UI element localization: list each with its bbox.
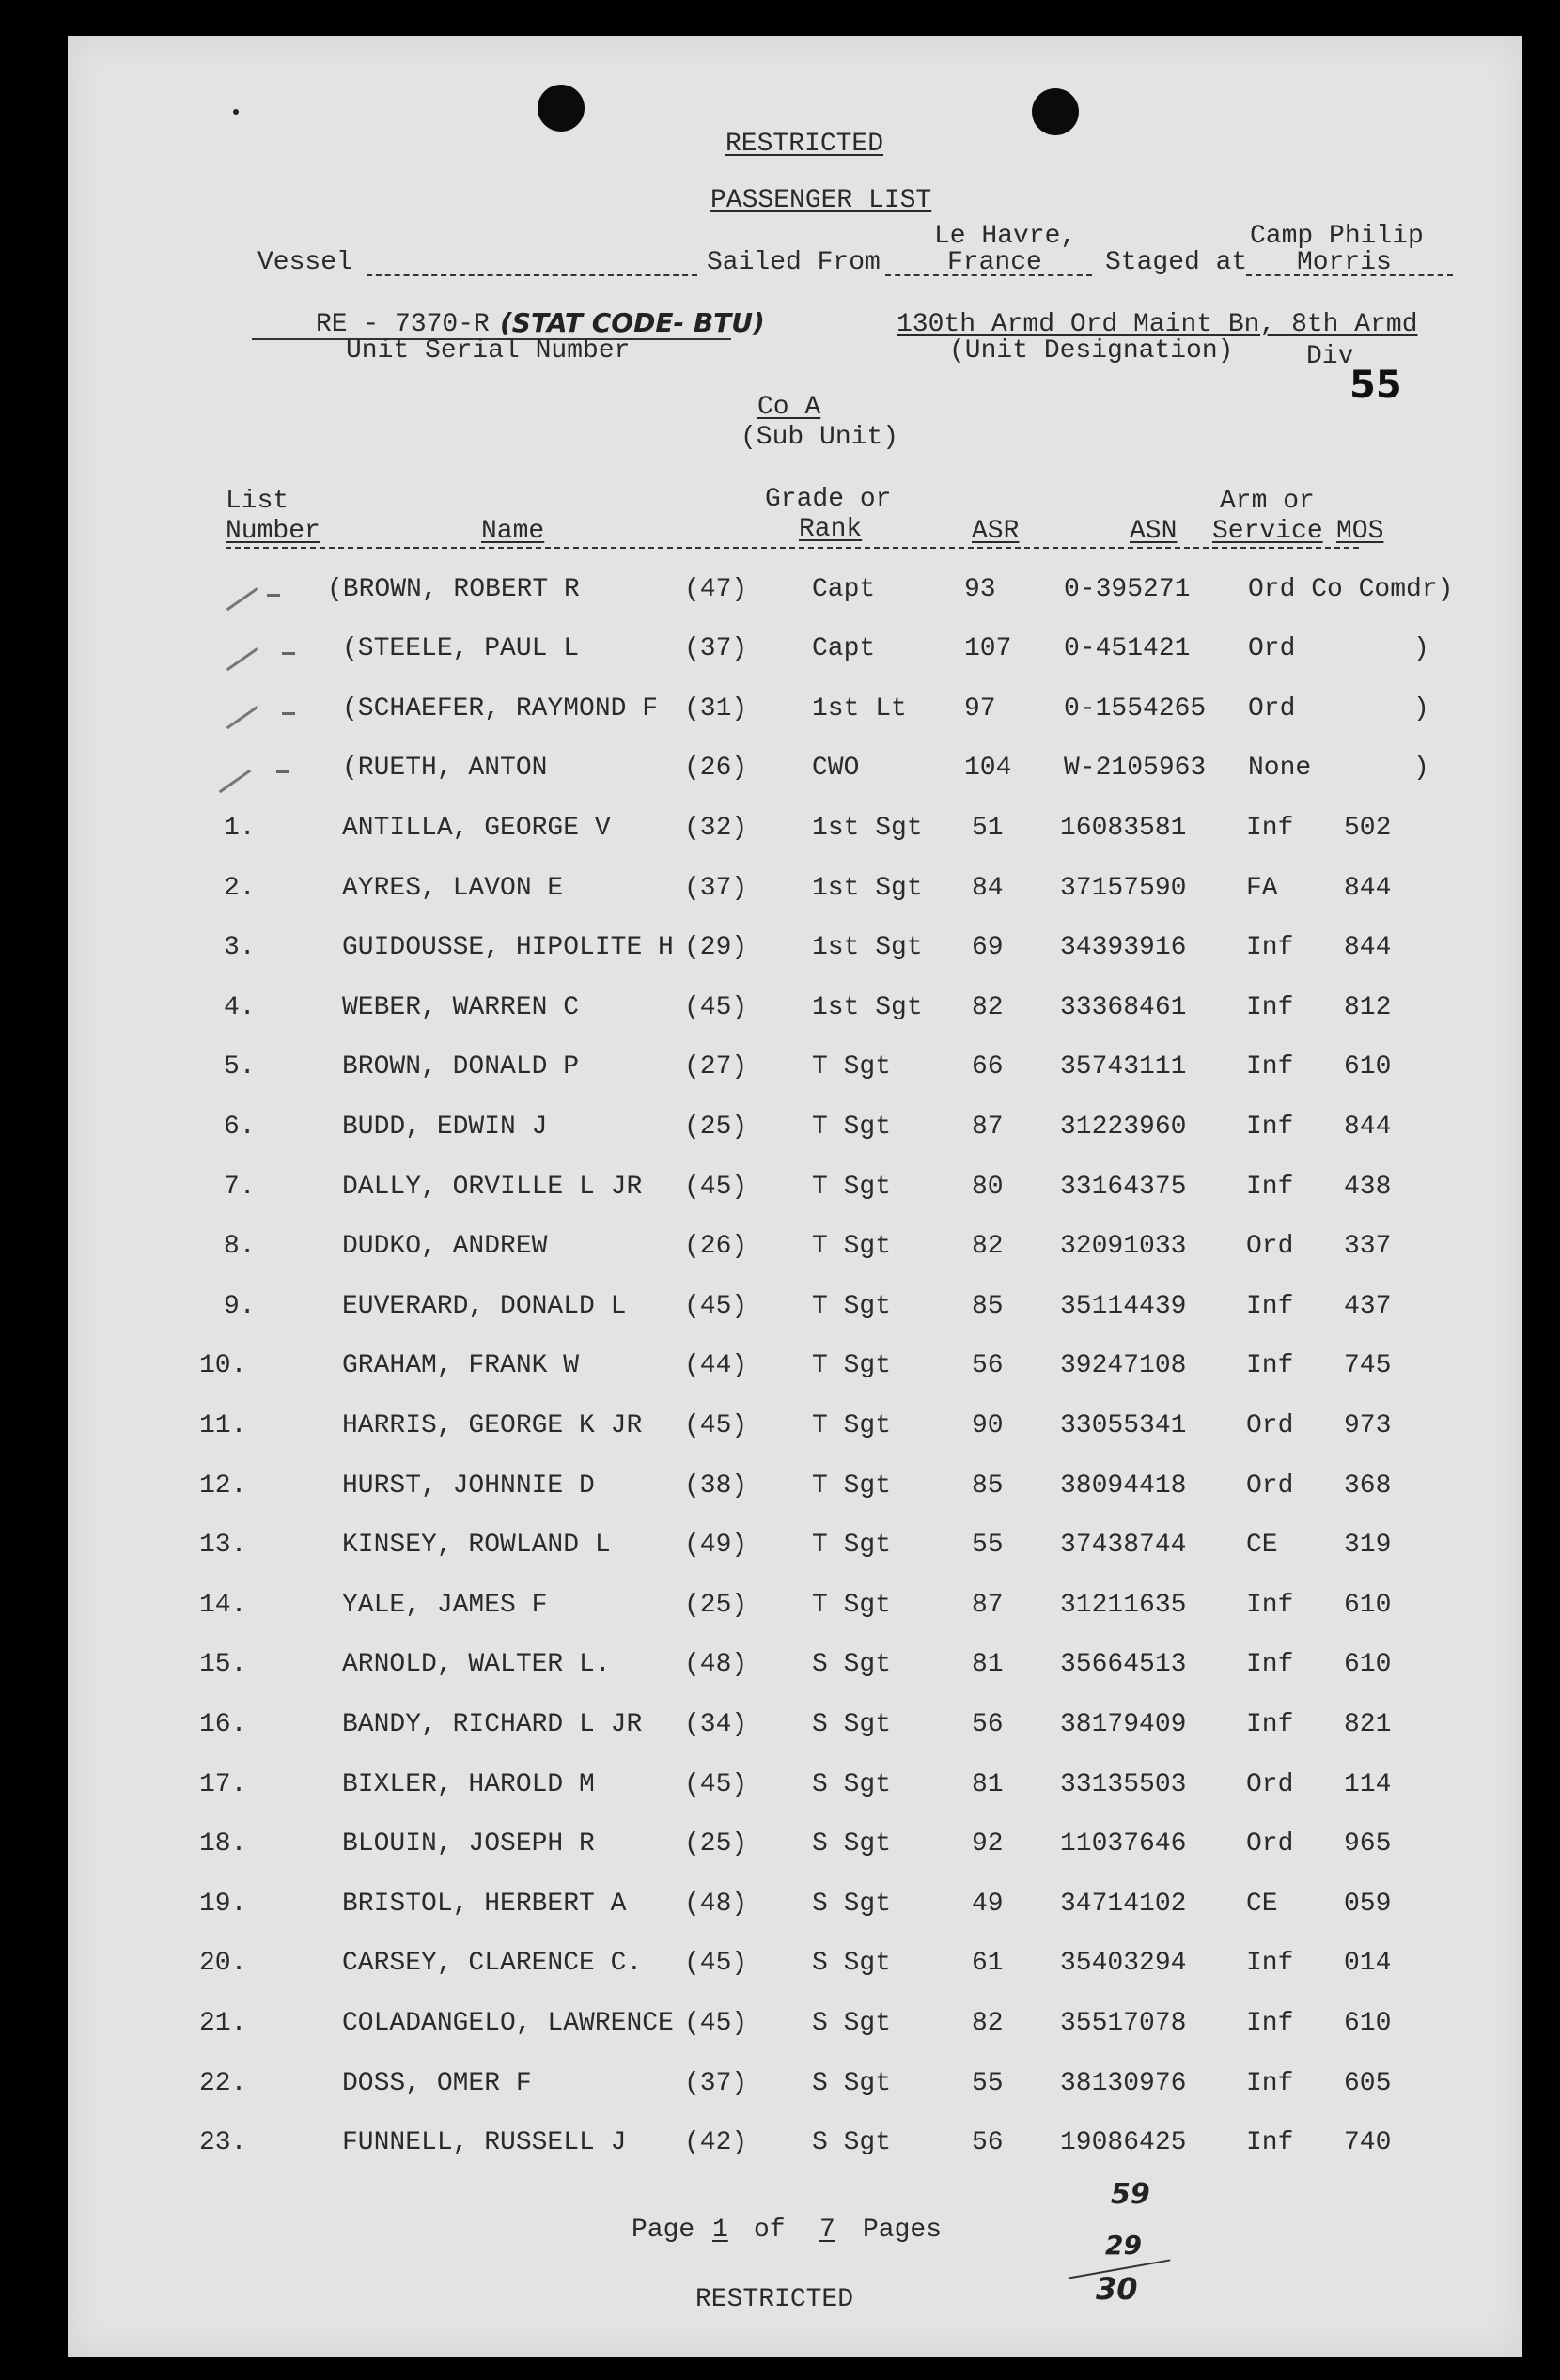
officer-name: (STEELE, PAUL L (342, 634, 580, 663)
soldier-asr: 82 (972, 1232, 1004, 1261)
soldier-asn: 35114439 (1060, 1292, 1187, 1321)
soldier-age: (37) (684, 2069, 748, 2098)
officer-arm: Ord (1248, 694, 1296, 723)
officer-asr: 104 (964, 754, 1012, 783)
soldier-arm: Ord (1246, 1232, 1294, 1261)
staged-at-line1: Camp Philip (1250, 222, 1424, 251)
list-number: 15. (199, 1650, 247, 1679)
soldier-asr: 82 (972, 2009, 1004, 2038)
list-number: 3. (224, 933, 256, 962)
officer-age: (47) (684, 575, 748, 604)
soldier-grade: S Sgt (812, 1650, 892, 1679)
list-number: 18. (199, 1829, 247, 1859)
list-number: 11. (199, 1411, 247, 1440)
soldier-asn: 37157590 (1060, 874, 1187, 903)
soldier-asr: 55 (972, 1531, 1004, 1560)
soldier-mos: 844 (1344, 874, 1392, 903)
soldier-asn: 35403294 (1060, 1949, 1187, 1978)
officer-name: (BROWN, ROBERT R (327, 575, 580, 604)
soldier-asn: 33368461 (1060, 993, 1187, 1022)
soldier-asn: 38130976 (1060, 2069, 1187, 2098)
soldier-mos: 114 (1344, 1770, 1392, 1799)
list-number: 16. (199, 1710, 247, 1739)
soldier-grade: S Sgt (812, 2069, 892, 2098)
soldier-name: CARSEY, CLARENCE C. (342, 1949, 643, 1978)
soldier-arm: Inf (1246, 2128, 1294, 2157)
soldier-asn: 33055341 (1060, 1411, 1187, 1440)
soldier-age: (45) (684, 1770, 748, 1799)
pencil-check-mark (226, 706, 258, 729)
soldier-grade: S Sgt (812, 2009, 892, 2038)
list-number: 8. (224, 1232, 256, 1261)
list-number: 6. (224, 1112, 256, 1142)
soldier-name: WEBER, WARREN C (342, 993, 580, 1022)
vessel-blank (367, 274, 697, 276)
handwritten-count-bottom: 30 (1096, 2271, 1138, 2307)
soldier-grade: T Sgt (812, 1591, 892, 1620)
page-total: 7 (819, 2216, 835, 2245)
officer-asn: 0-451421 (1064, 634, 1191, 663)
soldier-asn: 38094418 (1060, 1471, 1187, 1501)
soldier-age: (32) (684, 814, 748, 843)
col-arm-line1: Arm or (1220, 487, 1315, 516)
soldier-age: (48) (684, 1890, 748, 1919)
soldier-age: (45) (684, 1949, 748, 1978)
restricted-bottom: RESTRICTED (695, 2285, 854, 2314)
soldier-name: HURST, JOHNNIE D (342, 1471, 595, 1501)
soldier-arm: Inf (1246, 814, 1294, 843)
officer-age: (37) (684, 634, 748, 663)
soldier-asn: 32091033 (1060, 1232, 1187, 1261)
soldier-asn: 38179409 (1060, 1710, 1187, 1739)
col-list-number-line2: Number (226, 517, 320, 546)
soldier-grade: T Sgt (812, 1232, 892, 1261)
officer-grade: Capt (812, 575, 876, 604)
soldier-asr: 90 (972, 1411, 1004, 1440)
soldier-grade: S Sgt (812, 1829, 892, 1859)
soldier-age: (37) (684, 874, 748, 903)
list-number: 17. (199, 1770, 247, 1799)
officer-grade: Capt (812, 634, 876, 663)
soldier-asr: 92 (972, 1829, 1004, 1859)
soldier-asn: 19086425 (1060, 2128, 1187, 2157)
soldier-asr: 87 (972, 1591, 1004, 1620)
soldier-name: ARNOLD, WALTER L. (342, 1650, 611, 1679)
officer-name: (SCHAEFER, RAYMOND F (342, 694, 659, 723)
soldier-asr: 87 (972, 1112, 1004, 1142)
soldier-name: BIXLER, HAROLD M (342, 1770, 595, 1799)
soldier-asr: 81 (972, 1650, 1004, 1679)
soldier-name: DALLY, ORVILLE L JR (342, 1173, 643, 1202)
soldier-age: (45) (684, 1173, 748, 1202)
officer-asr: 107 (964, 634, 1012, 663)
soldier-arm: CE (1246, 1890, 1278, 1919)
staged-at-label: Staged at (1105, 248, 1248, 277)
punch-hole-left (538, 85, 585, 132)
soldier-asr: 85 (972, 1471, 1004, 1501)
unit-serial-value: RE - 7370-R (316, 310, 490, 339)
soldier-asr: 55 (972, 2069, 1004, 2098)
soldier-asn: 33164375 (1060, 1173, 1187, 1202)
soldier-mos: 844 (1344, 933, 1392, 962)
soldier-name: COLADANGELO, LAWRENCE (342, 2009, 674, 2038)
soldier-name: ANTILLA, GEORGE V (342, 814, 611, 843)
soldier-mos: 740 (1344, 2128, 1392, 2157)
soldier-grade: S Sgt (812, 1710, 892, 1739)
soldier-name: DOSS, OMER F (342, 2069, 532, 2098)
soldier-mos: 973 (1344, 1411, 1392, 1440)
soldier-name: GUIDOUSSE, HIPOLITE H (342, 933, 674, 962)
soldier-arm: Inf (1246, 1650, 1294, 1679)
soldier-age: (45) (684, 2009, 748, 2038)
soldier-grade: T Sgt (812, 1052, 892, 1081)
officer-close-paren: ) (1413, 754, 1429, 783)
soldier-arm: Inf (1246, 933, 1294, 962)
soldier-arm: Inf (1246, 1949, 1294, 1978)
soldier-grade: S Sgt (812, 1890, 892, 1919)
soldier-mos: 337 (1344, 1232, 1392, 1261)
soldier-asn: 35664513 (1060, 1650, 1187, 1679)
col-mos: MOS (1336, 517, 1384, 546)
soldier-mos: 821 (1344, 1710, 1392, 1739)
soldier-grade: 1st Sgt (812, 993, 923, 1022)
soldier-mos: 812 (1344, 993, 1392, 1022)
soldier-mos: 059 (1344, 1890, 1392, 1919)
soldier-mos: 319 (1344, 1531, 1392, 1560)
pencil-dash (267, 594, 280, 597)
officer-asn: W-2105963 (1064, 754, 1207, 783)
col-asr: ASR (972, 517, 1020, 546)
soldier-asr: 66 (972, 1052, 1004, 1081)
unit-designation-cont: Div (1306, 342, 1354, 371)
soldier-mos: 610 (1344, 1052, 1392, 1081)
pages-word: Pages (863, 2216, 943, 2245)
soldier-asr: 82 (972, 993, 1004, 1022)
list-number: 14. (199, 1591, 247, 1620)
soldier-age: (45) (684, 1411, 748, 1440)
col-grade-line1: Grade or (765, 485, 892, 514)
soldier-grade: T Sgt (812, 1351, 892, 1380)
unit-serial-handwritten-note: (STAT CODE- BTU) (500, 307, 765, 338)
soldier-asn: 31211635 (1060, 1591, 1187, 1620)
soldier-arm: Inf (1246, 1710, 1294, 1739)
soldier-grade: 1st Sgt (812, 814, 923, 843)
soldier-age: (25) (684, 1591, 748, 1620)
soldier-age: (25) (684, 1829, 748, 1859)
soldier-name: AYRES, LAVON E (342, 874, 564, 903)
col-arm-line2: Service (1212, 517, 1323, 546)
document-title: PASSENGER LIST (710, 186, 932, 215)
soldier-mos: 610 (1344, 2009, 1392, 2038)
soldier-mos: 610 (1344, 1650, 1392, 1679)
officer-close-paren: ) (1413, 694, 1429, 723)
soldier-mos: 502 (1344, 814, 1392, 843)
list-number: 5. (224, 1052, 256, 1081)
passenger-list-page (68, 36, 1522, 2357)
soldier-name: BRISTOL, HERBERT A (342, 1890, 627, 1919)
soldier-asr: 85 (972, 1292, 1004, 1321)
soldier-arm: CE (1246, 1531, 1278, 1560)
soldier-name: KINSEY, ROWLAND L (342, 1531, 611, 1560)
soldier-name: FUNNELL, RUSSELL J (342, 2128, 627, 2157)
list-number: 10. (199, 1351, 247, 1380)
soldier-age: (34) (684, 1710, 748, 1739)
list-number: 22. (199, 2069, 247, 2098)
col-name: Name (481, 517, 545, 546)
soldier-age: (38) (684, 1471, 748, 1501)
list-number: 12. (199, 1471, 247, 1501)
soldier-age: (48) (684, 1650, 748, 1679)
soldier-mos: 368 (1344, 1471, 1392, 1501)
list-number: 19. (199, 1890, 247, 1919)
officer-arm: Ord Co Comdr) (1248, 575, 1454, 604)
officer-asn: 0-395271 (1064, 575, 1191, 604)
officer-age: (26) (684, 754, 748, 783)
soldier-asn: 37438744 (1060, 1531, 1187, 1560)
officer-asr: 93 (964, 575, 996, 604)
soldier-asn: 34714102 (1060, 1890, 1187, 1919)
soldier-arm: Inf (1246, 1591, 1294, 1620)
soldier-age: (27) (684, 1052, 748, 1081)
soldier-asr: 49 (972, 1890, 1004, 1919)
page-word: Page (632, 2216, 695, 2245)
sub-unit-value: Co A (757, 393, 821, 422)
punch-hole-right (1032, 88, 1079, 135)
soldier-arm: Inf (1246, 2069, 1294, 2098)
soldier-grade: T Sgt (812, 1112, 892, 1142)
soldier-asr: 56 (972, 1710, 1004, 1739)
sub-unit-caption: (Sub Unit) (741, 423, 899, 452)
soldier-grade: 1st Sgt (812, 874, 923, 903)
soldier-arm: Inf (1246, 1052, 1294, 1081)
soldier-age: (25) (684, 1112, 748, 1142)
soldier-grade: T Sgt (812, 1411, 892, 1440)
list-number: 23. (199, 2128, 247, 2157)
soldier-grade: T Sgt (812, 1471, 892, 1501)
officer-name: (RUETH, ANTON (342, 754, 548, 783)
soldier-arm: Ord (1246, 1471, 1294, 1501)
soldier-age: (42) (684, 2128, 748, 2157)
soldier-name: DUDKO, ANDREW (342, 1232, 548, 1261)
page-current: 1 (712, 2216, 728, 2245)
list-number: 1. (224, 814, 256, 843)
soldier-grade: S Sgt (812, 2128, 892, 2157)
sailed-from-line1: Le Havre, (934, 222, 1077, 251)
soldier-age: (29) (684, 933, 748, 962)
header-rule (226, 547, 1359, 549)
soldier-age: (45) (684, 1292, 748, 1321)
list-number: 4. (224, 993, 256, 1022)
soldier-mos: 844 (1344, 1112, 1392, 1142)
col-asn: ASN (1130, 517, 1178, 546)
unit-designation-value: 130th Armd Ord Maint Bn, 8th Armd (897, 310, 1418, 339)
soldier-name: BANDY, RICHARD L JR (342, 1710, 643, 1739)
stray-mark (233, 109, 239, 115)
unit-serial-caption: Unit Serial Number (346, 336, 631, 366)
soldier-grade: T Sgt (812, 1531, 892, 1560)
officer-grade: CWO (812, 754, 860, 783)
soldier-arm: Inf (1246, 2009, 1294, 2038)
soldier-asr: 56 (972, 2128, 1004, 2157)
soldier-arm: Inf (1246, 993, 1294, 1022)
soldier-asn: 11037646 (1060, 1829, 1187, 1859)
unit-designation-caption: (Unit Designation) (949, 336, 1234, 366)
list-number: 7. (224, 1173, 256, 1202)
list-number: 2. (224, 874, 256, 903)
soldier-name: HARRIS, GEORGE K JR (342, 1411, 643, 1440)
soldier-mos: 014 (1344, 1949, 1392, 1978)
soldier-arm: FA (1246, 874, 1278, 903)
sailed-from-line2: France (947, 248, 1042, 277)
handwritten-count-top: 59 (1111, 2178, 1150, 2211)
officer-arm: Ord (1248, 634, 1296, 663)
soldier-name: BROWN, DONALD P (342, 1052, 580, 1081)
officer-arm: None (1248, 754, 1312, 783)
col-grade-line2: Rank (799, 515, 863, 544)
soldier-name: YALE, JAMES F (342, 1591, 548, 1620)
soldier-arm: Inf (1246, 1112, 1294, 1142)
soldier-asn: 35517078 (1060, 2009, 1187, 2038)
soldier-mos: 438 (1344, 1173, 1392, 1202)
soldier-grade: T Sgt (812, 1292, 892, 1321)
soldier-name: GRAHAM, FRANK W (342, 1351, 580, 1380)
soldier-arm: Inf (1246, 1292, 1294, 1321)
col-list-number-line1: List (226, 487, 289, 516)
soldier-asr: 80 (972, 1173, 1004, 1202)
officer-asn: 0-1554265 (1064, 694, 1207, 723)
list-number: 13. (199, 1531, 247, 1560)
sailed-from-label: Sailed From (707, 248, 881, 277)
officer-age: (31) (684, 694, 748, 723)
soldier-age: (44) (684, 1351, 748, 1380)
soldier-asr: 51 (972, 814, 1004, 843)
soldier-asn: 35743111 (1060, 1052, 1187, 1081)
pencil-check-mark (219, 770, 251, 793)
soldier-asn: 33135503 (1060, 1770, 1187, 1799)
page-stamp-number: 55 (1349, 364, 1402, 407)
soldier-asn: 34393916 (1060, 933, 1187, 962)
soldier-arm: Ord (1246, 1829, 1294, 1859)
soldier-name: BUDD, EDWIN J (342, 1112, 548, 1142)
soldier-asr: 81 (972, 1770, 1004, 1799)
soldier-asn: 39247108 (1060, 1351, 1187, 1380)
soldier-name: BLOUIN, JOSEPH R (342, 1829, 595, 1859)
vessel-label: Vessel (257, 248, 352, 277)
handwritten-count-mid: 29 (1105, 2230, 1142, 2261)
soldier-age: (26) (684, 1232, 748, 1261)
soldier-arm: Inf (1246, 1173, 1294, 1202)
staged-at-line2: Morris (1297, 248, 1392, 277)
soldier-age: (45) (684, 993, 748, 1022)
soldier-mos: 605 (1344, 2069, 1392, 2098)
soldier-arm: Inf (1246, 1351, 1294, 1380)
soldier-asn: 31223960 (1060, 1112, 1187, 1142)
soldier-grade: S Sgt (812, 1770, 892, 1799)
pencil-check-mark (226, 587, 258, 611)
list-number: 20. (199, 1949, 247, 1978)
list-number: 9. (224, 1292, 256, 1321)
soldier-asr: 61 (972, 1949, 1004, 1978)
soldier-age: (49) (684, 1531, 748, 1560)
soldier-mos: 610 (1344, 1591, 1392, 1620)
soldier-name: EUVERARD, DONALD L (342, 1292, 627, 1321)
pencil-dash (276, 770, 289, 773)
soldier-mos: 965 (1344, 1829, 1392, 1859)
soldier-asr: 56 (972, 1351, 1004, 1380)
soldier-grade: 1st Sgt (812, 933, 923, 962)
officer-asr: 97 (964, 694, 996, 723)
pencil-check-mark (226, 647, 258, 671)
soldier-asr: 69 (972, 933, 1004, 962)
pencil-dash (282, 652, 295, 655)
officer-grade: 1st Lt (812, 694, 907, 723)
soldier-grade: T Sgt (812, 1173, 892, 1202)
soldier-arm: Ord (1246, 1770, 1294, 1799)
pencil-dash (282, 712, 295, 715)
soldier-asr: 84 (972, 874, 1004, 903)
soldier-asn: 16083581 (1060, 814, 1187, 843)
list-number: 21. (199, 2009, 247, 2038)
soldier-mos: 437 (1344, 1292, 1392, 1321)
soldier-arm: Ord (1246, 1411, 1294, 1440)
soldier-grade: S Sgt (812, 1949, 892, 1978)
soldier-mos: 745 (1344, 1351, 1392, 1380)
restricted-top: RESTRICTED (725, 130, 884, 159)
officer-close-paren: ) (1413, 634, 1429, 663)
of-word: of (754, 2216, 786, 2245)
